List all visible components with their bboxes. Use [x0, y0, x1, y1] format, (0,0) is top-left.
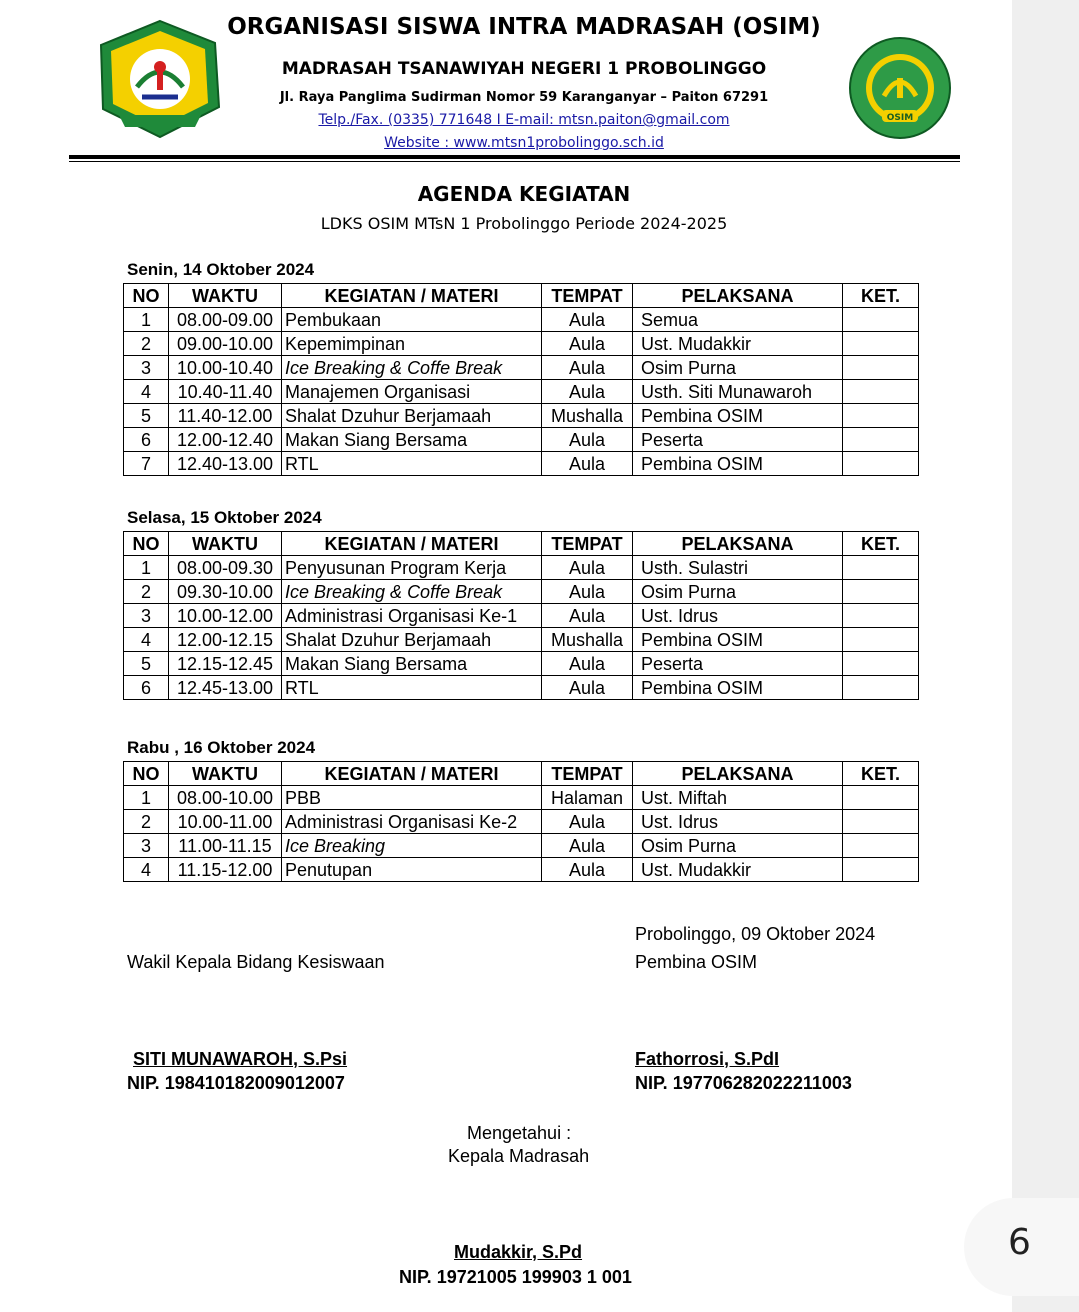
table-row: [124, 580, 919, 604]
table-header-row: [124, 762, 919, 786]
cell-tempat: Aula: [542, 308, 633, 332]
column-header: NO: [124, 762, 169, 786]
cell-waktu: 10.00-11.00: [169, 810, 282, 834]
website-link[interactable]: Website : www.mtsn1probolinggo.sch.id: [384, 135, 664, 151]
cell-ket: [843, 356, 919, 380]
table-row: [124, 604, 919, 628]
column-header: KEGIATAN / MATERI: [282, 284, 542, 308]
cell-no: 4: [124, 628, 169, 652]
cell-pelaksana: Semua: [633, 308, 843, 332]
cell-waktu: 09.00-10.00: [169, 332, 282, 356]
cell-tempat: Halaman: [542, 786, 633, 810]
cell-pelaksana: Usth. Sulastri: [633, 556, 843, 580]
cell-ket: [843, 786, 919, 810]
cell-no: 4: [124, 380, 169, 404]
cell-waktu: 10.00-12.00: [169, 604, 282, 628]
table-row: [124, 404, 919, 428]
table-row: [124, 652, 919, 676]
column-header: NO: [124, 532, 169, 556]
cell-no: 1: [124, 308, 169, 332]
cell-no: 2: [124, 332, 169, 356]
cell-waktu: 08.00-10.00: [169, 786, 282, 810]
cell-pelaksana: Osim Purna: [633, 834, 843, 858]
cell-kegiatan: Shalat Dzuhur Berjamaah: [282, 628, 542, 652]
cell-kegiatan: Shalat Dzuhur Berjamaah: [282, 404, 542, 428]
cell-ket: [843, 380, 919, 404]
cell-kegiatan: RTL: [282, 452, 542, 476]
cell-kegiatan: Makan Siang Bersama: [282, 652, 542, 676]
cell-waktu: 11.15-12.00: [169, 858, 282, 882]
cell-no: 3: [124, 604, 169, 628]
cell-tempat: Aula: [542, 556, 633, 580]
cell-ket: [843, 428, 919, 452]
day-label-monday: Senin, 14 Oktober 2024: [127, 260, 315, 279]
cell-waktu: 10.40-11.40: [169, 380, 282, 404]
cell-no: 6: [124, 428, 169, 452]
cell-ket: [843, 580, 919, 604]
cell-tempat: Mushalla: [542, 628, 633, 652]
column-header: WAKTU: [169, 284, 282, 308]
cell-ket: [843, 858, 919, 882]
cell-tempat: Aula: [542, 858, 633, 882]
org-title: ORGANISASI SISWA INTRA MADRASAH (OSIM): [227, 14, 821, 40]
right-signer-nip: NIP. 197706282022211003: [635, 1073, 852, 1093]
cell-no: 2: [124, 580, 169, 604]
cell-tempat: Aula: [542, 810, 633, 834]
cell-waktu: 08.00-09.00: [169, 308, 282, 332]
table-row: [124, 556, 919, 580]
school-name: MADRASAH TSANAWIYAH NEGERI 1 PROBOLINGGO: [281, 59, 767, 79]
cell-tempat: Aula: [542, 380, 633, 404]
cell-no: 4: [124, 858, 169, 882]
cell-kegiatan: RTL: [282, 676, 542, 700]
right-signer-name: Fathorrosi, S.PdI: [635, 1049, 780, 1069]
table-row: [124, 858, 919, 882]
cell-pelaksana: Pembina OSIM: [633, 404, 843, 428]
cell-waktu: 11.40-12.00: [169, 404, 282, 428]
cell-ket: [843, 676, 919, 700]
cell-waktu: 12.00-12.15: [169, 628, 282, 652]
column-header: TEMPAT: [542, 284, 633, 308]
column-header: WAKTU: [169, 762, 282, 786]
cell-kegiatan: Ice Breaking & Coffe Break: [282, 580, 542, 604]
cell-pelaksana: Pembina OSIM: [633, 628, 843, 652]
cell-ket: [843, 652, 919, 676]
column-header: PELAKSANA: [633, 284, 843, 308]
cell-ket: [843, 604, 919, 628]
table-row: [124, 452, 919, 476]
cell-tempat: Aula: [542, 580, 633, 604]
cell-kegiatan: PBB: [282, 786, 542, 810]
cell-ket: [843, 308, 919, 332]
cell-ket: [843, 556, 919, 580]
table-header-row: [124, 532, 919, 556]
cell-no: 5: [124, 404, 169, 428]
table-row: [124, 628, 919, 652]
cell-tempat: Aula: [542, 356, 633, 380]
cell-pelaksana: Ust. Mudakkir: [633, 332, 843, 356]
cell-pelaksana: Peserta: [633, 652, 843, 676]
cell-pelaksana: Pembina OSIM: [633, 676, 843, 700]
column-header: PELAKSANA: [633, 532, 843, 556]
place-date: Probolinggo, 09 Oktober 2024: [635, 924, 876, 944]
schedule-table-wednesday: [123, 761, 919, 882]
cell-kegiatan: Pembukaan: [282, 308, 542, 332]
schedule-table-tuesday: [123, 531, 919, 700]
column-header: KEGIATAN / MATERI: [282, 532, 542, 556]
cell-pelaksana: Pembina OSIM: [633, 452, 843, 476]
cell-pelaksana: Ust. Mudakkir: [633, 858, 843, 882]
contact-link[interactable]: Telp./Fax. (0335) 771648 I E-mail: mtsn.paiton@gmail.com: [318, 112, 730, 128]
head-role: Kepala Madrasah: [448, 1146, 590, 1166]
cell-no: 1: [124, 556, 169, 580]
table-header-row: [124, 284, 919, 308]
left-signer-name: SITI MUNAWAROH, S.Psi: [133, 1049, 348, 1069]
header-rule-thin: [69, 161, 960, 162]
table-row: [124, 676, 919, 700]
schedule-table-monday: [123, 283, 919, 476]
acknowledge-label: Mengetahui :: [467, 1123, 572, 1143]
cell-tempat: Aula: [542, 452, 633, 476]
day-label-tuesday: Selasa, 15 Oktober 2024: [127, 508, 322, 527]
column-header: PELAKSANA: [633, 762, 843, 786]
cell-no: 1: [124, 786, 169, 810]
cell-waktu: 12.15-12.45: [169, 652, 282, 676]
cell-no: 7: [124, 452, 169, 476]
cell-no: 3: [124, 356, 169, 380]
cell-kegiatan: Ice Breaking: [282, 834, 542, 858]
cell-ket: [843, 810, 919, 834]
agenda-subtitle: LDKS OSIM MTsN 1 Probolinggo Periode 2024-2025: [320, 214, 728, 233]
cell-kegiatan: Administrasi Organisasi Ke-1: [282, 604, 542, 628]
cell-pelaksana: Usth. Siti Munawaroh: [633, 380, 843, 404]
cell-no: 6: [124, 676, 169, 700]
cell-waktu: 08.00-09.30: [169, 556, 282, 580]
table-row: [124, 332, 919, 356]
cell-no: 5: [124, 652, 169, 676]
cell-tempat: Aula: [542, 604, 633, 628]
column-header: KEGIATAN / MATERI: [282, 762, 542, 786]
cell-kegiatan: Manajemen Organisasi: [282, 380, 542, 404]
column-header: TEMPAT: [542, 762, 633, 786]
head-nip: NIP. 19721005 199903 1 001: [399, 1267, 632, 1287]
cell-waktu: 10.00-10.40: [169, 356, 282, 380]
cell-kegiatan: Administrasi Organisasi Ke-2: [282, 810, 542, 834]
column-header: KET.: [843, 532, 919, 556]
day-label-wednesday: Rabu , 16 Oktober 2024: [127, 738, 316, 757]
table-row: [124, 308, 919, 332]
cell-tempat: Aula: [542, 652, 633, 676]
cell-tempat: Aula: [542, 834, 633, 858]
cell-ket: [843, 452, 919, 476]
cell-pelaksana: Ust. Miftah: [633, 786, 843, 810]
cell-waktu: 12.45-13.00: [169, 676, 282, 700]
cell-no: 3: [124, 834, 169, 858]
cell-kegiatan: Penutupan: [282, 858, 542, 882]
left-signer-role: Wakil Kepala Bidang Kesiswaan: [127, 952, 385, 972]
column-header: TEMPAT: [542, 532, 633, 556]
column-header: NO: [124, 284, 169, 308]
table-row: [124, 834, 919, 858]
agenda-title: AGENDA KEGIATAN: [417, 182, 631, 206]
column-header: KET.: [843, 762, 919, 786]
cell-ket: [843, 332, 919, 356]
cell-pelaksana: Osim Purna: [633, 356, 843, 380]
cell-kegiatan: Kepemimpinan: [282, 332, 542, 356]
left-signer-nip: NIP. 198410182009012007: [127, 1073, 345, 1093]
cell-no: 2: [124, 810, 169, 834]
cell-pelaksana: Osim Purna: [633, 580, 843, 604]
table-row: [124, 428, 919, 452]
cell-ket: [843, 404, 919, 428]
column-header: KET.: [843, 284, 919, 308]
table-row: [124, 356, 919, 380]
cell-tempat: Aula: [542, 332, 633, 356]
cell-waktu: 09.30-10.00: [169, 580, 282, 604]
head-name: Mudakkir, S.Pd: [454, 1242, 583, 1262]
right-signer-role: Pembina OSIM: [635, 952, 758, 972]
school-address: Jl. Raya Panglima Sudirman Nomor 59 Karanganyar – Paiton 67291: [279, 90, 769, 105]
cell-waktu: 12.00-12.40: [169, 428, 282, 452]
cell-waktu: 12.40-13.00: [169, 452, 282, 476]
cell-tempat: Aula: [542, 428, 633, 452]
table-row: [124, 380, 919, 404]
table-row: [124, 810, 919, 834]
cell-ket: [843, 628, 919, 652]
page-number: 6: [1008, 1222, 1031, 1263]
header-rule-thick: [69, 155, 960, 159]
cell-tempat: Mushalla: [542, 404, 633, 428]
column-header: WAKTU: [169, 532, 282, 556]
cell-tempat: Aula: [542, 676, 633, 700]
cell-pelaksana: Ust. Idrus: [633, 810, 843, 834]
cell-kegiatan: Penyusunan Program Kerja: [282, 556, 542, 580]
cell-pelaksana: Ust. Idrus: [633, 604, 843, 628]
cell-kegiatan: Ice Breaking & Coffe Break: [282, 356, 542, 380]
cell-waktu: 11.00-11.15: [169, 834, 282, 858]
osim-logo: [848, 30, 952, 146]
cell-ket: [843, 834, 919, 858]
svg-text:OSIM: OSIM: [886, 113, 914, 123]
cell-pelaksana: Peserta: [633, 428, 843, 452]
cell-kegiatan: Makan Siang Bersama: [282, 428, 542, 452]
table-row: [124, 786, 919, 810]
